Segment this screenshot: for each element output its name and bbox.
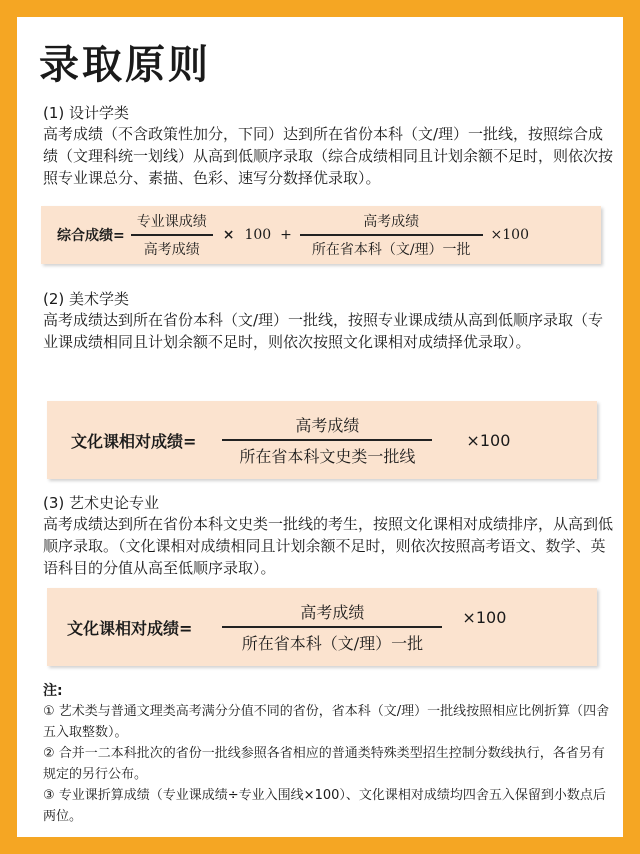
section-2-heading: (2) 美术学类 [43, 290, 130, 308]
formula-label: 综合成绩= [57, 228, 125, 244]
formula-label: 文化课相对成绩= [71, 431, 197, 451]
composite-score-formula [41, 206, 601, 264]
fraction-denominator: 所在省本科（文/理）一批 [241, 633, 424, 653]
fraction-gaokao-over-line [222, 600, 442, 654]
note-item-3: ③ 专业课折算成绩（专业课成绩÷专业入围线×100）、文化课相对成绩均四舍五入保留到小数点后两位。 [43, 788, 606, 824]
fraction-denominator: 所在省本科（文/理）一批 [311, 241, 471, 258]
fraction-specialty-over-gaokao [131, 211, 213, 259]
note-item-2: ② 合并一二本科批次的省份一批线参照各省相应的普通类特殊类型招生控制分数线执行，各省另有规定的另行公布。 [43, 746, 605, 782]
fraction-numerator: 高考成绩 [295, 416, 360, 436]
content-card [17, 17, 623, 837]
fraction-numerator: 高考成绩 [363, 214, 420, 231]
fraction-denominator: 高考成绩 [143, 241, 200, 258]
hundred-plus: 100 + [244, 227, 292, 243]
notes-heading: 注: [43, 683, 63, 699]
fraction-gaokao-over-line [222, 413, 432, 467]
times-hundred: ×100 [462, 607, 507, 627]
note-item-1: ① 艺术类与普通文理类高考满分分值不同的省份，省本科（文/理）一批线按照相应比例折算（四舍五入取整数）。 [43, 704, 610, 740]
section-2-text: 高考成绩达到所在省份本科（文/理）一批线，按照专业课成绩从高到低顺序录取（专业课成绩相同且计划余额不足时，则依次按照文化课相对成绩择优录取）。 [43, 311, 604, 351]
page-title: 录取原则 [39, 42, 211, 88]
formula-label: 文化课相对成绩= [67, 618, 193, 638]
section-1-text: 高考成绩（不含政策性加分，下同）达到所在省份本科（文/理）一批线，按照综合成绩（文理科统一划线）从高到低顺序录取（综合成绩相同且计划余额不足时，则依次按照专业课总分、素描、色彩、速写分数择优录取）。 [43, 125, 614, 187]
multiply-sign: × [222, 227, 235, 243]
section-3-text: 高考成绩达到所在省份本科文史类一批线的考生，按照文化课相对成绩排序，从高到低顺序录取。（文化课相对成绩相同且计划余额不足时，则依次按照高考语文、数学、英语科目的分值从高至低顺序录取）。 [43, 515, 614, 577]
fraction-gaokao-over-line [306, 211, 477, 259]
fraction-numerator: 高考成绩 [300, 603, 365, 623]
section-1-heading: (1) 设计学类 [43, 104, 130, 122]
relative-score-formula-arts [47, 401, 597, 479]
fraction-numerator: 专业课成绩 [136, 214, 207, 231]
relative-score-formula-history [47, 588, 597, 666]
times-hundred: ×100 [466, 430, 511, 450]
section-3-heading: (3) 艺术史论专业 [43, 494, 160, 512]
times-hundred: ×100 [490, 227, 529, 243]
fraction-denominator: 所在省本科文史类一批线 [239, 446, 416, 466]
